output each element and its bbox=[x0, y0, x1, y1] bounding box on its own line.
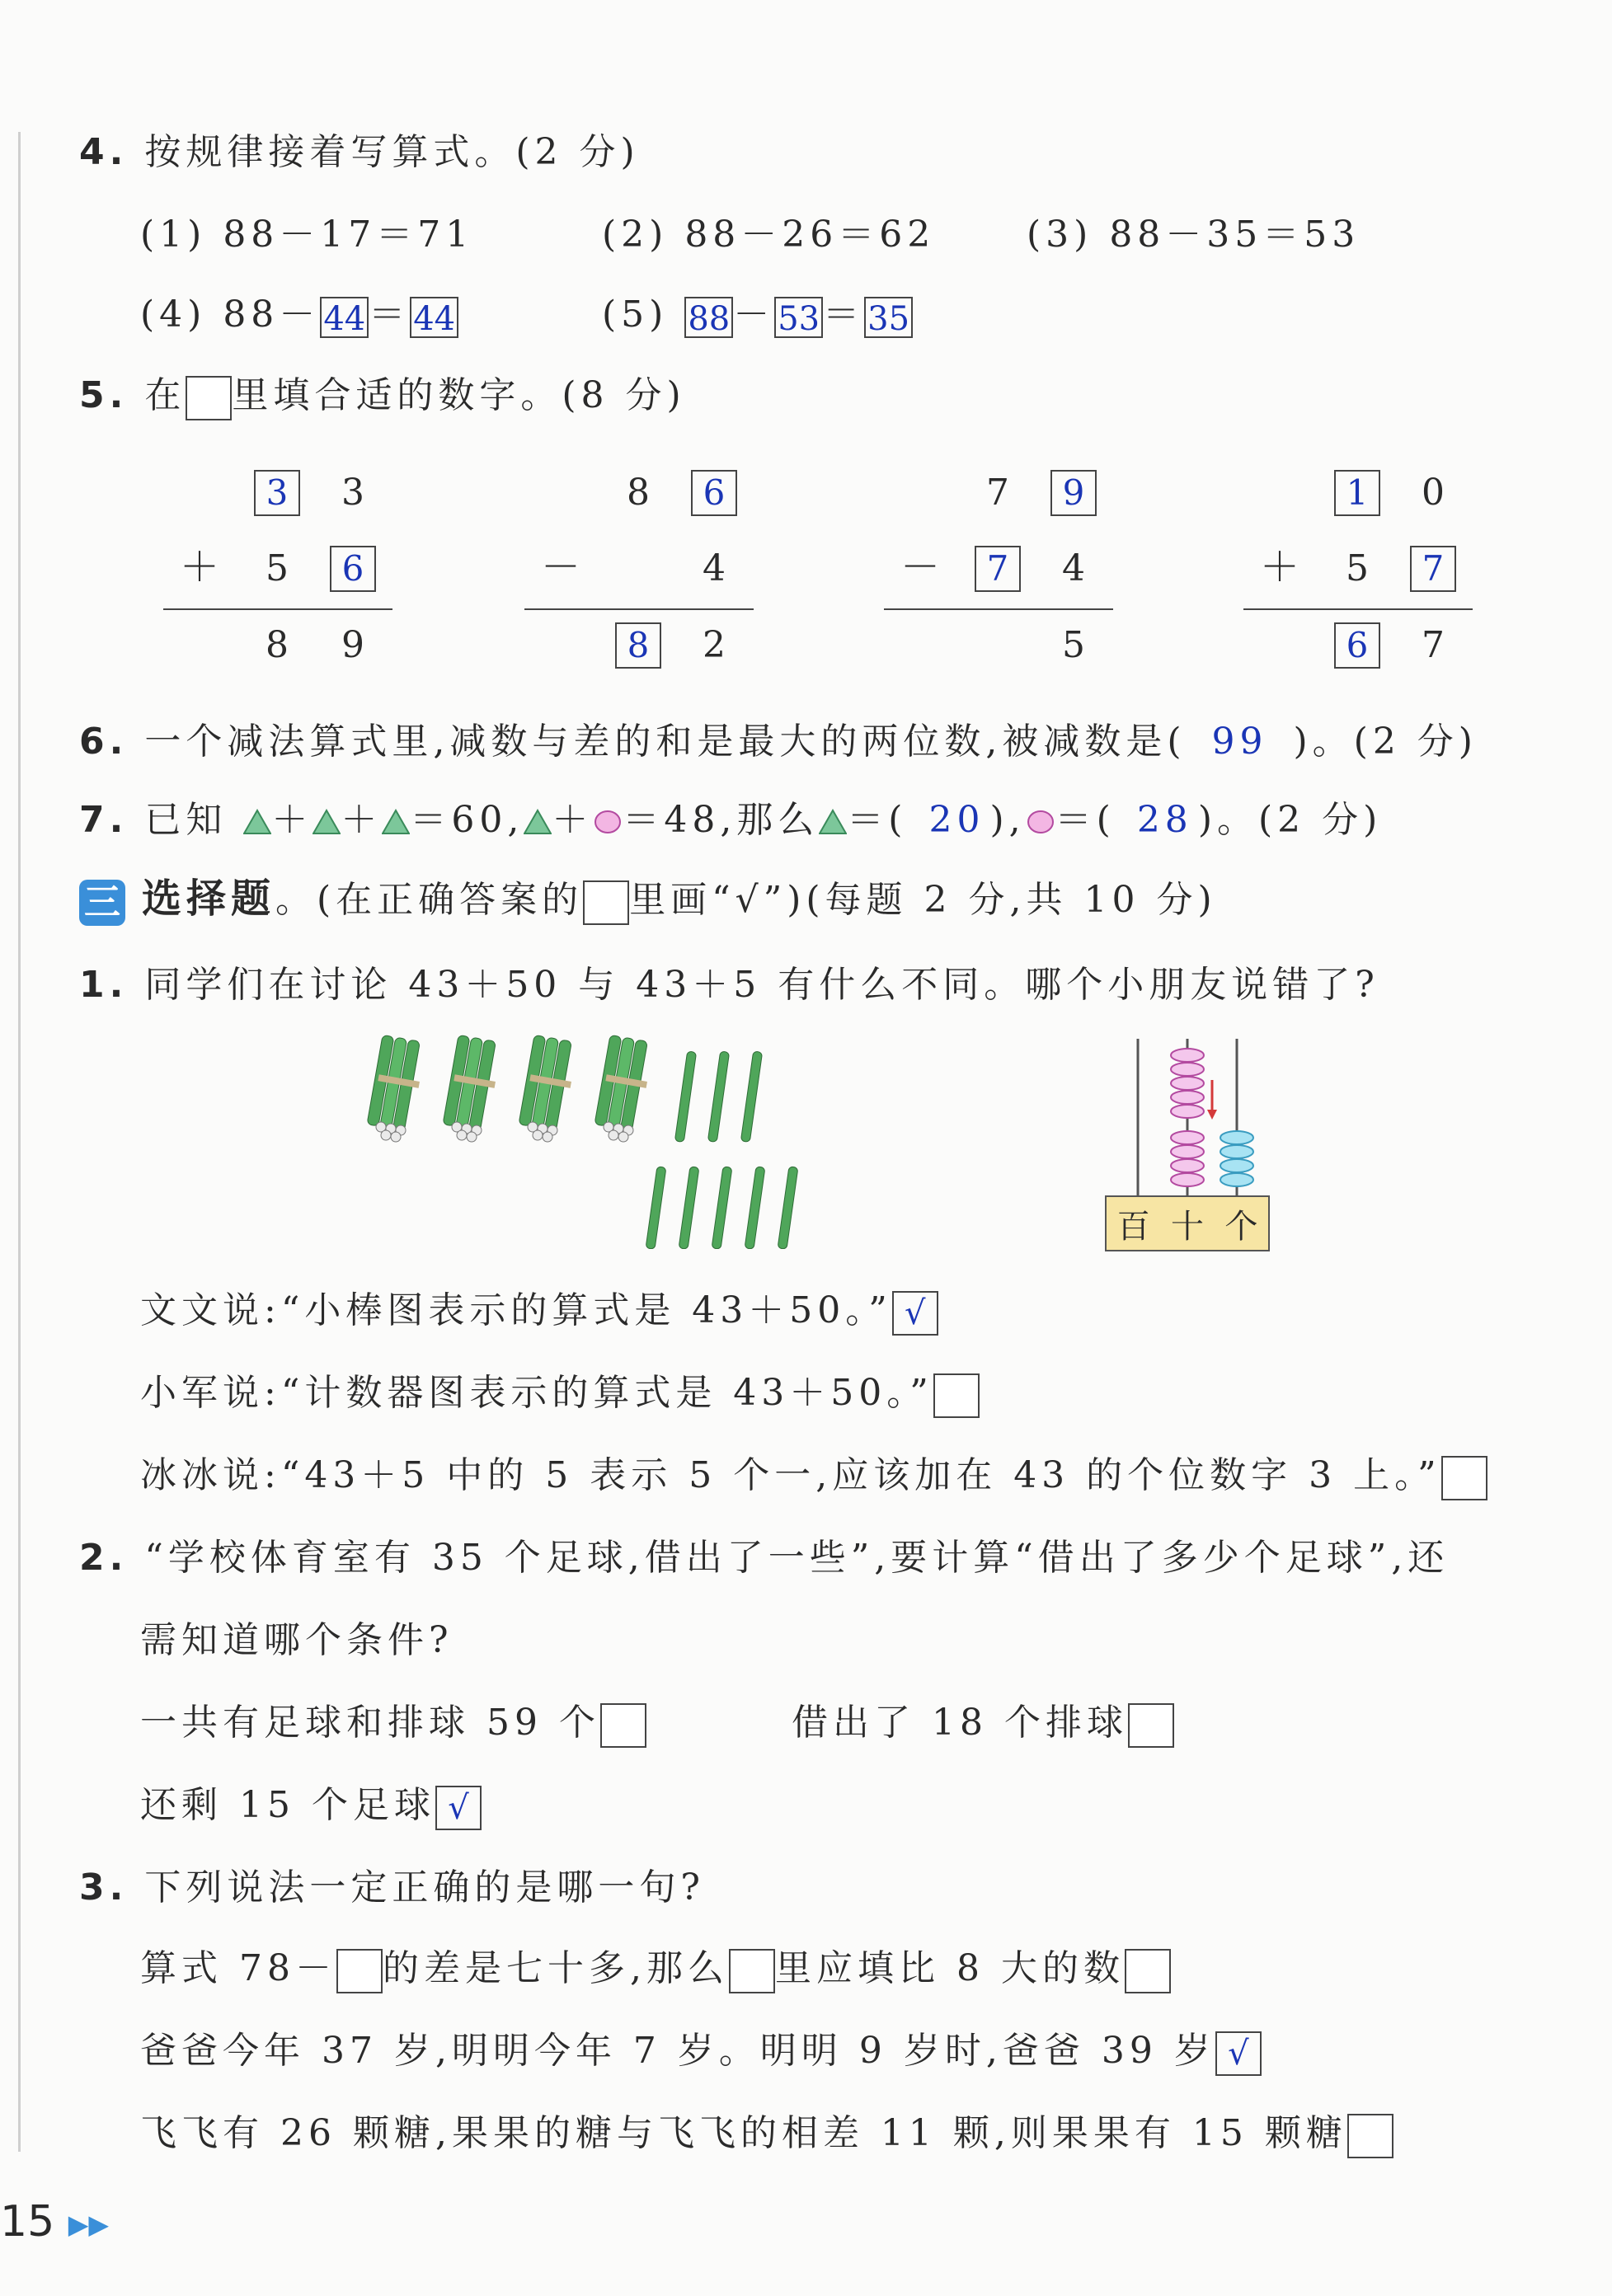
section-3-desc-a: 。(在正确答案的 bbox=[275, 879, 584, 921]
abacus-label-hundreds: 百 bbox=[1116, 1207, 1150, 1246]
abacus-illustration bbox=[1105, 1039, 1270, 1253]
section-3-heading bbox=[79, 874, 1217, 926]
plus-sign: ＋ bbox=[341, 799, 383, 841]
c2-option-3-text: 还剩 15 个足球 bbox=[140, 1784, 435, 1826]
q4-item3: (3) 88－35＝53 bbox=[1027, 214, 1361, 256]
plus-sign: ＋ bbox=[1260, 544, 1300, 590]
q7-answer-2[interactable]: 28 bbox=[1136, 799, 1193, 841]
q5-number: 5. bbox=[79, 374, 129, 416]
page-number-text: 15 bbox=[0, 2197, 55, 2247]
q5-box-sample bbox=[186, 376, 232, 420]
q7-answer-1[interactable]: 20 bbox=[928, 799, 985, 841]
c2-option-3-checkbox[interactable]: √ bbox=[435, 1786, 482, 1830]
q7-number: 7. bbox=[79, 799, 129, 841]
q7-eq: ＝( bbox=[1055, 799, 1116, 841]
q4-item5 bbox=[602, 290, 913, 340]
c1-option-3-text: 冰冰说:“43＋5 中的 5 表示 5 个一,应该加在 43 的个位数字 3 上。” bbox=[140, 1454, 1441, 1496]
q5-p1-b2: 5 bbox=[266, 547, 289, 589]
q5-p3-line bbox=[884, 608, 1113, 610]
q4-item5-answer-b[interactable]: 53 bbox=[774, 297, 823, 338]
section-3-badge: 三 bbox=[79, 880, 125, 926]
stick-bundle-icon bbox=[443, 1035, 496, 1142]
q5-p1-a2: 3 bbox=[341, 472, 364, 514]
stick-bundle-icon bbox=[595, 1035, 647, 1142]
triangle-icon bbox=[524, 809, 552, 835]
section-3-title: 选择题 bbox=[142, 876, 276, 922]
abacus-base bbox=[1105, 1195, 1270, 1251]
q4-title: 按规律接着写算式。(2 分) bbox=[144, 131, 640, 173]
q7-mid1: ＝60, bbox=[410, 799, 524, 841]
q6 bbox=[79, 717, 1478, 767]
sticks-illustration bbox=[355, 1035, 816, 1249]
abacus-label-tens: 十 bbox=[1170, 1207, 1204, 1246]
q5-p2-a1: 8 bbox=[627, 472, 650, 514]
section-3-desc-b: 里画“√”)(每题 2 分,共 10 分) bbox=[629, 879, 1217, 921]
q4-item5-answer-a[interactable]: 88 bbox=[684, 297, 733, 338]
c2-option-3 bbox=[140, 1781, 482, 1830]
q5-p4-line bbox=[1243, 608, 1473, 610]
plus-sign: ＋ bbox=[552, 799, 594, 841]
q7 bbox=[79, 796, 1382, 845]
minus-sign: － bbox=[900, 544, 941, 590]
q5-heading bbox=[79, 371, 686, 420]
q5-p1-r2: 9 bbox=[341, 624, 364, 666]
q6-number: 6. bbox=[79, 721, 129, 763]
c2-option-2-checkbox[interactable] bbox=[1128, 1703, 1174, 1748]
q5-p1-b3[interactable]: 6 bbox=[330, 546, 376, 592]
c3-option-3-checkbox[interactable] bbox=[1347, 2114, 1393, 2158]
q5-p4-a2: 0 bbox=[1422, 472, 1445, 514]
c3-option-2-text: 爸爸今年 37 岁,明明今年 7 岁。明明 9 岁时,爸爸 39 岁 bbox=[140, 2030, 1215, 2072]
c2-option-1-checkbox[interactable] bbox=[600, 1703, 646, 1748]
c2-option-1 bbox=[140, 1698, 646, 1748]
q4-heading bbox=[79, 128, 640, 177]
abacus-rods-icon bbox=[1105, 1039, 1270, 1204]
stick-bundle-icon bbox=[519, 1035, 571, 1142]
q7-tail: )。(2 分) bbox=[1197, 799, 1383, 841]
c1-question bbox=[79, 960, 1379, 1010]
c3-option-1-c: 里应填比 8 大的数 bbox=[774, 1947, 1125, 1989]
minus-sign: － bbox=[733, 293, 775, 336]
triangle-icon bbox=[382, 809, 410, 835]
abacus-label-ones: 个 bbox=[1224, 1207, 1258, 1246]
c3-option-3 bbox=[140, 2109, 1393, 2158]
q5-p4-r2: 7 bbox=[1422, 624, 1445, 666]
q5-p4-r1[interactable]: 6 bbox=[1334, 622, 1380, 669]
c1-text: 同学们在讨论 43＋50 与 43＋5 有什么不同。哪个小朋友说错了? bbox=[144, 964, 1379, 1006]
c2-text-1: “学校体育室有 35 个足球,借出了一些”,要计算“借出了多少个足球”,还 bbox=[144, 1537, 1450, 1579]
c2-option-2-text: 借出了 18 个排球 bbox=[792, 1702, 1128, 1744]
triangle-icon bbox=[313, 809, 341, 835]
q4-item5-prefix: (5) bbox=[602, 293, 669, 336]
q4-item5-answer-c[interactable]: 35 bbox=[864, 297, 913, 338]
q4-item4-answer-b[interactable]: 44 bbox=[410, 297, 458, 338]
page-number bbox=[0, 2197, 109, 2247]
q5-p1-line bbox=[163, 608, 392, 610]
q5-p3-a1: 7 bbox=[986, 472, 1009, 514]
q5-p4-a1[interactable]: 1 bbox=[1334, 470, 1380, 516]
c3-option-1-checkbox[interactable] bbox=[1125, 1949, 1171, 1993]
circle-icon bbox=[1026, 809, 1055, 835]
q5-p1-a1[interactable]: 3 bbox=[254, 470, 300, 516]
c1-option-2-checkbox[interactable] bbox=[933, 1373, 980, 1418]
c3-option-1-a: 算式 78－ bbox=[140, 1947, 336, 1989]
c1-option-3 bbox=[140, 1451, 1487, 1500]
c1-number: 1. bbox=[79, 964, 129, 1006]
q5-p4-b1: 5 bbox=[1346, 547, 1369, 589]
arrow-right-icon: ▶▶ bbox=[68, 2209, 109, 2240]
c3-option-3-text: 飞飞有 26 颗糖,果果的糖与飞飞的相差 11 颗,则果果有 15 颗糖 bbox=[140, 2112, 1347, 2154]
q4-item2: (2) 88－26＝62 bbox=[602, 214, 936, 256]
q6-text: 一个减法算式里,减数与差的和是最大的两位数,被减数是( bbox=[144, 721, 1187, 763]
q5-p3-b2: 4 bbox=[1062, 547, 1085, 589]
q5-p2-r1[interactable]: 8 bbox=[615, 622, 661, 669]
q5-p2-line bbox=[524, 608, 754, 610]
c3-option-1 bbox=[140, 1944, 1171, 1993]
c3-option-2-checkbox[interactable]: √ bbox=[1215, 2031, 1262, 2076]
triangle-icon bbox=[243, 809, 271, 835]
q5-p4-b2[interactable]: 7 bbox=[1410, 546, 1456, 592]
q6-answer[interactable]: 99 bbox=[1211, 721, 1268, 763]
q4-item1: (1) 88－17＝71 bbox=[140, 214, 474, 256]
q5-prefix: 在 bbox=[144, 374, 186, 416]
c2-option-2 bbox=[792, 1698, 1174, 1748]
c1-option-1 bbox=[140, 1286, 938, 1336]
c1-option-3-checkbox[interactable] bbox=[1441, 1456, 1487, 1500]
c3-text: 下列说法一定正确的是哪一句? bbox=[144, 1866, 705, 1909]
triangle-icon bbox=[819, 809, 847, 835]
q4-item4-prefix: (4) 88－ bbox=[140, 293, 321, 336]
plus-sign: ＋ bbox=[271, 799, 313, 841]
c2-question bbox=[79, 1533, 1449, 1583]
c3-number: 3. bbox=[79, 1866, 129, 1909]
c2-text-2: 需知道哪个条件? bbox=[140, 1619, 454, 1661]
c3-blank-box bbox=[336, 1949, 383, 1993]
minus-sign: － bbox=[541, 544, 581, 590]
q5-title: 里填合适的数字。(8 分) bbox=[232, 374, 686, 416]
q5-p1-r1: 8 bbox=[266, 624, 289, 666]
q5-p3-r2: 5 bbox=[1062, 624, 1085, 666]
q5-p3-b1[interactable]: 7 bbox=[975, 546, 1021, 592]
q6-tail: )。(2 分) bbox=[1293, 721, 1478, 763]
c1-option-2 bbox=[140, 1369, 980, 1418]
q7-prefix: 已知 bbox=[144, 799, 228, 841]
section-3-box-sample bbox=[583, 880, 629, 925]
q4-number: 4. bbox=[79, 131, 129, 173]
plus-sign: ＋ bbox=[180, 544, 220, 590]
circle-icon bbox=[593, 809, 623, 835]
c2-option-1-text: 一共有足球和排球 59 个 bbox=[140, 1702, 600, 1744]
q5-p2-b2: 4 bbox=[703, 547, 726, 589]
margin-line bbox=[18, 132, 21, 2152]
equals-sign: ＝ bbox=[369, 293, 411, 336]
q5-p3-a2[interactable]: 9 bbox=[1050, 470, 1097, 516]
q7-mid2: ＝48,那么 bbox=[623, 799, 820, 841]
c1-option-2-text: 小军说:“计数器图表示的算式是 43＋50。” bbox=[140, 1372, 933, 1414]
q5-p2-a2[interactable]: 6 bbox=[691, 470, 737, 516]
c3-option-1-b: 的差是七十多,那么 bbox=[382, 1947, 729, 1989]
c3-blank-box bbox=[729, 1949, 775, 1993]
stick-bundle-icon bbox=[367, 1035, 420, 1142]
q7-eq: ＝( bbox=[847, 799, 908, 841]
q5-p2-r2: 2 bbox=[703, 624, 726, 666]
c1-option-1-checkbox[interactable]: √ bbox=[892, 1291, 938, 1336]
q4-item4-answer-a[interactable]: 44 bbox=[320, 297, 369, 338]
q7-mid3: ), bbox=[989, 799, 1026, 841]
c1-option-1-text: 文文说:“小棒图表示的算式是 43＋50。” bbox=[140, 1289, 892, 1331]
c3-question bbox=[79, 1863, 705, 1913]
q4-item4 bbox=[140, 290, 458, 340]
c3-option-2 bbox=[140, 2026, 1262, 2076]
single-sticks-icon bbox=[646, 1051, 798, 1249]
c2-number: 2. bbox=[79, 1537, 129, 1579]
equals-sign: ＝ bbox=[823, 293, 865, 336]
